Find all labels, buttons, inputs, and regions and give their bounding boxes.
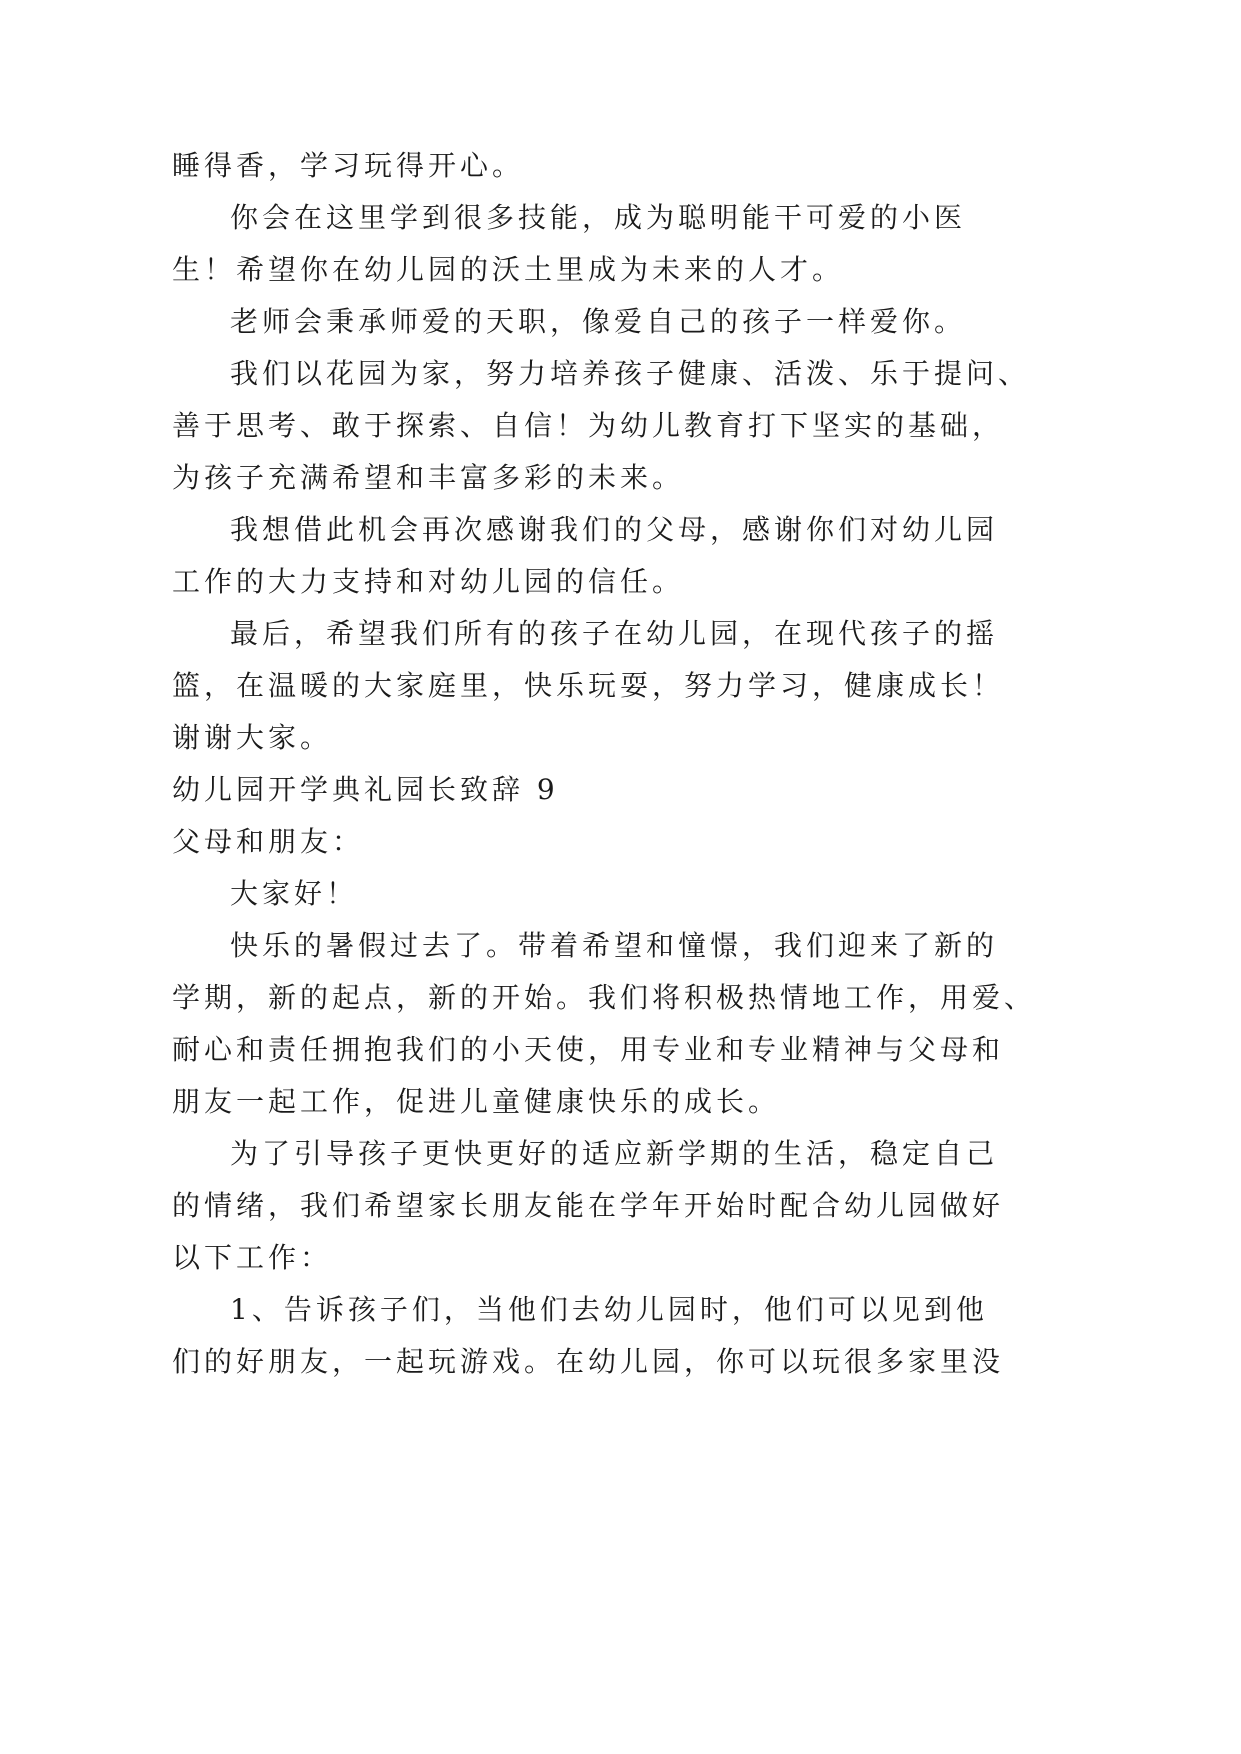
paragraph-first-line: 我们以花园为家，努力培养孩子健康、活泼、乐于提问、 [230, 357, 1031, 390]
text-line: 以下工作： [172, 1241, 333, 1274]
paragraph-first-line: 你会在这里学到很多技能，成为聪明能干可爱的小医 [230, 201, 967, 234]
text-line: 的情绪，我们希望家长朋友能在学年开始时配合幼儿园做好 [172, 1189, 1005, 1222]
text-line: 们的好朋友，一起玩游戏。在幼儿园，你可以玩很多家里没 [172, 1345, 1005, 1378]
greeting: 大家好！ [230, 877, 359, 910]
text-line: 为孩子充满希望和丰富多彩的未来。 [172, 461, 685, 494]
paragraph-first-line: 老师会秉承师爱的天职，像爱自己的孩子一样爱你。 [230, 305, 967, 338]
text-line: 谢谢大家。 [172, 721, 333, 754]
salutation: 父母和朋友： [172, 825, 365, 858]
text-line: 耐心和责任拥抱我们的小天使，用专业和专业精神与父母和 [172, 1033, 1005, 1066]
text-line: 睡得香，学习玩得开心。 [172, 149, 525, 182]
text-line: 学期，新的起点，新的开始。我们将积极热情地工作，用爱、 [172, 981, 1037, 1014]
paragraph-first-line: 为了引导孩子更快更好的适应新学期的生活，稳定自己 [230, 1137, 999, 1170]
list-item-first-line: 1、告诉孩子们，当他们去幼儿园时，他们可以见到他 [230, 1293, 988, 1326]
section-heading: 幼儿园开学典礼园长致辞 9 [172, 773, 559, 806]
paragraph-first-line: 我想借此机会再次感谢我们的父母，感谢你们对幼儿园 [230, 513, 999, 546]
text-line: 篮，在温暖的大家庭里，快乐玩耍，努力学习，健康成长！ [172, 669, 1005, 702]
paragraph-first-line: 最后，希望我们所有的孩子在幼儿园，在现代孩子的摇 [230, 617, 999, 650]
paragraph-first-line: 快乐的暑假过去了。带着希望和憧憬，我们迎来了新的 [230, 929, 999, 962]
text-line: 工作的大力支持和对幼儿园的信任。 [172, 565, 685, 598]
text-line: 朋友一起工作，促进儿童健康快乐的成长。 [172, 1085, 781, 1118]
text-line: 善于思考、敢于探索、自信！为幼儿教育打下坚实的基础， [172, 409, 1005, 442]
text-line: 生！希望你在幼儿园的沃土里成为未来的人才。 [172, 253, 845, 286]
